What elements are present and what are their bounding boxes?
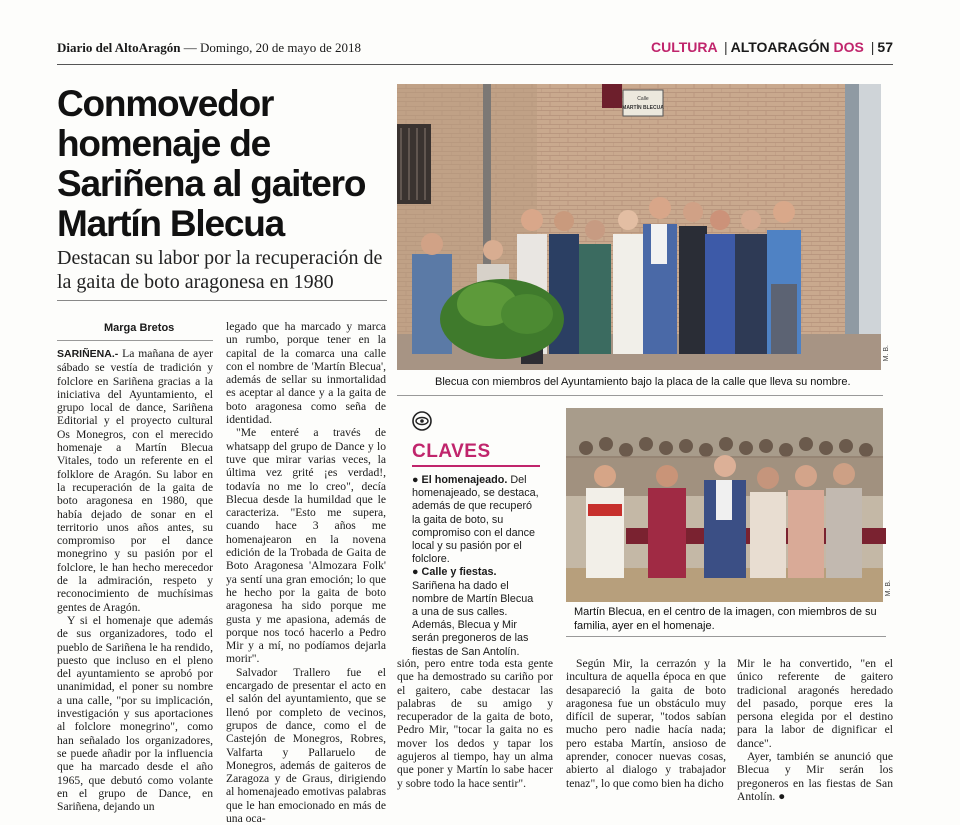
article-column-1 — [57, 347, 213, 813]
article-column-4 — [566, 657, 726, 790]
photo-caption: Martín Blecua, en el centro de la imagen, con miembros de su familia, ayer en el homenaje. — [574, 606, 877, 632]
claves-item-text: Del homenajeado, se destaca, además de que recuperó la gaita de boto, su compromiso con el dance local y su pasión por el folclore. — [412, 474, 539, 566]
claves-title: CLAVES — [412, 441, 491, 462]
street-sign-line1: Calle — [637, 96, 649, 102]
photo-street-dedication — [397, 84, 881, 370]
article-paragraph: Ayer, también se anunció que Blecua y Mir serán los pregoneros en las fiestas de San Antolín. ● — [737, 750, 893, 803]
street-sign-line2: MARTÍN BLECUA — [622, 105, 664, 111]
article-paragraph: Según Mir, la cerrazón y la incultura de aquella época en que desapareció la gaita de boto aragonesa fue un obstáculo muy difícil de superar, "todos sabían mucho pero nadie hacía nada; pero estaba Martín, ansioso de aprender, conocer nuevas cosas, abierto al dialogo y trabajador tenaz", lo que como bien ha dicho — [566, 657, 726, 790]
photo-caption: Blecua con miembros del Ayuntamiento bajo la placa de la calle que lleva su nombre. — [435, 376, 851, 388]
article-paragraph: Y si el homenaje que además de sus organizadores, todo el pueblo de Sariñena le ha rendido, puesto que incluso en el pleno del ayuntamiento se aprobó por unanimidad, el poner su nombre a una calle, "por su implicación, investigación y sus aportaciones al folclore monegrino", como han señalado los organizadores, se puede añadir por la influencia que ha marcado desde el año 1965, que debutó como volante en el grupo de Dance, en Sariñena, dejando un — [57, 613, 213, 814]
claves-divider — [412, 465, 540, 467]
claves-item — [412, 474, 540, 566]
edition-suffix: DOS — [833, 39, 864, 55]
page-header-right — [651, 39, 893, 55]
claves-item-text: Sariñena ha dado el nombre de Martín Blecua a una de sus calles. Además, Blecua y Mir serán pregoneros de las fiestas de San Antolín. — [412, 579, 534, 658]
claves-eye-icon — [412, 411, 432, 431]
article-paragraph: sión, pero entre toda esta gente que ha demostrado su cariño por el gaitero, cabe destacar las palabras de su amigo y recuperador de la gaita de boto, Pedro Mir, "tocar la gaita no es mover los dedos y tapar los agujeros al tiempo, hay un alma que poner y Martín lo sabe hacer y sobre todo la hace sentir". — [397, 657, 553, 790]
article-column-2 — [226, 320, 386, 825]
caption-divider — [397, 395, 883, 396]
newspaper-name: Diario del AltoAragón — [57, 40, 181, 55]
subheadline-divider — [57, 300, 387, 301]
photo-credit: M. B. — [885, 580, 892, 597]
article-column-3 — [397, 657, 553, 790]
paragraph-text: La mañana de ayer sábado se vestía de tradición y folclore en Sariñena gracias a la iniciativa del Ayuntamiento, el grupo local de dance, Sariñena Editorial y el proyecto cultural Os Monegros, con el merecido homenaje a Martín Blecua Vitales, todo un referente en el folklore de Aragón. Su labor en la recuperación de la gaita de boto aragonesa en 1980, que había dejado de sonar en el territorio unos años antes, su compromiso por el dance monegrino y su pasión por el folclore, le han hecho merecedor de la admiración, respeto y reconocimiento de muchísimas gentes de Aragón. — [57, 347, 213, 614]
header-separator: | — [870, 39, 875, 55]
article-paragraph — [57, 347, 213, 614]
article-paragraph: "Me enteré a través de whatsapp del grupo de Dance y lo tuve que mirar varias veces, la última vez grité ¡es verdad!, todavía no me lo creo", decía Blecua desde la humildad que le caracteriza. "Esto me supera, cuando hace 3 años me homenajearon en la novena edición de la Trobada de Gaita de Boto Aragonesa 'Almozara Folk' ya sentí una gran emoción; lo que he hecho por la gaita de boto aragonesa ha sido porque me gusta y me apasiona, además de porque nos tocó hacerlo a Pedro Mir y a mí, no podíamos dejarla morir". — [226, 426, 386, 666]
article-subheadline: Destacan su labor por la recuperación de la gaita de boto aragonesa en 1980 — [57, 247, 383, 293]
photo-family-image — [566, 408, 883, 602]
claves-item-title: ● Calle y fiestas. — [412, 566, 497, 579]
claves-box — [412, 474, 540, 659]
article-headline: Conmovedor homenaje de Sariñena al gaitero Martín Blecua — [57, 83, 366, 244]
photo-family — [566, 408, 883, 602]
dateline-city: SARIÑENA.- — [57, 348, 119, 360]
caption-divider — [566, 636, 886, 637]
header-separator: | — [723, 39, 728, 55]
article-column-5 — [737, 657, 893, 803]
claves-item-title: ● El homenajeado. — [412, 474, 508, 486]
article-paragraph: Mir le ha convertido, "en el único referente de gaitero tradicional aragonés heredado del pasado, porque eres la persona elegida por el destino para la labor de dignificar el dance". — [737, 657, 893, 750]
article-paragraph: legado que ha marcado y marca un rumbo, porque tener en la capital de la comarca una calle con el nombre de 'Martín Blecua', además de sellar su inmortalidad es aceptar al dance y a la gaita de boto aragonesa como seña de identidad. — [226, 320, 386, 427]
edition-label: ALTOARAGÓN — [730, 39, 830, 55]
issue-date: — Domingo, 20 de mayo de 2018 — [183, 40, 362, 55]
page-number: 57 — [877, 39, 893, 55]
photo-credit: M. B. — [883, 345, 890, 362]
photo-street-dedication-image — [397, 84, 881, 370]
byline-divider — [57, 340, 213, 341]
article-paragraph: Salvador Trallero fue el encargado de presentar el acto en el salón del ayuntamiento, que se llenó por completo de vecinos, grupos de dance, como el de Castejón de Monegros, Robres, Valfarta y Pallaruelo de Monegros, además de gaiteros de Zaragoza y de Graus, dirigiendo al homenajeado emotivas palabras que le han emocionado en más de una oca- — [226, 665, 386, 825]
claves-item — [412, 566, 540, 658]
byline: Marga Bretos — [104, 322, 175, 334]
page-header-left — [57, 40, 361, 56]
header-divider — [57, 64, 893, 65]
section-label: CULTURA — [650, 39, 718, 55]
